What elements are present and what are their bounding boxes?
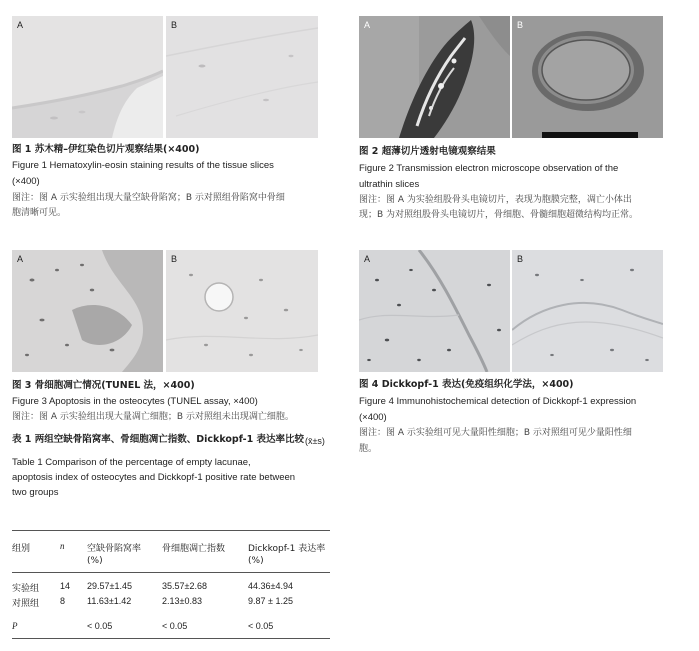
figure3-caption-cn: 图 3 骨细胞凋亡情况(TUNEL 法，×400): [12, 380, 195, 391]
table1-p-dkk: < 0.05: [248, 621, 274, 631]
table1-row1-empty: 29.57±1.45: [87, 581, 132, 591]
figure1-panel-b-image: [166, 16, 318, 138]
figure2-panel-a: [359, 16, 510, 138]
figure3-note: 图注：图 A 示实验组出现大量凋亡细胞；B 示对照组未出现凋亡细胞。: [12, 412, 294, 422]
table1-header-dkk-1: Dickkopf-1 表达率: [248, 544, 326, 554]
table1-row2-dkk: 9.87 ± 1.25: [248, 596, 293, 606]
figure3-panel-a: [12, 250, 163, 372]
table1-header-group: 组别: [12, 544, 31, 554]
figure3-panel-a-image: [12, 250, 163, 372]
figure4-panel-a-label: A: [364, 254, 371, 264]
figure2-caption-cn: 图 2 超薄切片透射电镜观察结果: [359, 146, 496, 157]
table1-title-en-1: Table 1 Comparison of the percentage of empty lacunae,: [12, 457, 251, 468]
table1-row2-group: 对照组: [12, 599, 40, 609]
table1-header-apoptosis: 骨细胞凋亡指数: [162, 544, 226, 554]
table1-header-empty-1: 空缺骨陷窝率: [87, 544, 142, 554]
table1-row2-empty: 11.63±1.42: [87, 596, 132, 606]
figure1-caption-cn: 图 1 苏木精–伊红染色切片观察结果(×400): [12, 144, 200, 155]
figure1-panel-b: [166, 16, 318, 138]
figure1-caption-en-1: Figure 1 Hematoxylin-eosin staining results of the tissue slices: [12, 160, 274, 171]
figure1-caption-en-2: (×400): [12, 176, 40, 187]
figure3-panel-b: [166, 250, 318, 372]
figure1-panel-a-image: [12, 16, 163, 138]
figure4-caption-en-1: Figure 4 Immunohistochemical detection of Dickkopf-1 expression: [359, 396, 637, 407]
table1-row2-n: 8: [60, 596, 66, 606]
figure4-panel-b-label: B: [517, 254, 524, 264]
table1-top-rule: [12, 530, 330, 531]
table1-header-n: n: [60, 541, 65, 551]
table1-p-empty: < 0.05: [87, 621, 113, 631]
figure2-note-2: 现；B 为对照组股骨头电镜切片，骨细胞、骨髓细胞超微结构均正常。: [359, 210, 639, 220]
figure3-panel-b-image: [166, 250, 318, 372]
table1-p-apoptosis: < 0.05: [162, 621, 188, 631]
figure4-panel-b-image: [512, 250, 663, 372]
table1-row1-apoptosis: 35.57±2.68: [162, 581, 207, 591]
figure4-note-1: 图注：图 A 示实验组可见大量阳性细胞；B 示对照组可见少量阳性细: [359, 428, 632, 438]
figure1-note-2: 胞清晰可见。: [12, 208, 67, 218]
figure1-panel-a-label: A: [17, 20, 24, 30]
table1-title-en-2: apoptosis index of osteocytes and Dickkopf-1 positive rate between: [12, 472, 296, 483]
figure2-panel-a-label: A: [364, 20, 371, 30]
table1-header-rule: [12, 572, 330, 573]
figure4-panel-a-image: [359, 250, 510, 372]
figure1-panel-b-label: B: [171, 20, 178, 30]
figure2-note-1: 图注：图 A 为实验组股骨头电镜切片，表现为胞膜完整，凋亡小体出: [359, 195, 632, 205]
table1-title-unit: (x̄±s): [305, 436, 325, 446]
table1-row1-dkk: 44.36±4.94: [248, 581, 293, 591]
figure2-caption-en-2: ultrathin slices: [359, 179, 420, 190]
figure2-panel-a-image: [359, 16, 510, 138]
table1-title-en-3: two groups: [12, 487, 59, 498]
figure2-panel-b-label: B: [517, 20, 524, 30]
figure4-caption-en-2: (×400): [359, 412, 387, 423]
table1-row2-apoptosis: 2.13±0.83: [162, 596, 202, 606]
table1-header-empty-2: (%): [87, 556, 103, 566]
table1-header-dkk-2: (%): [248, 556, 264, 566]
table1-bottom-rule: [12, 638, 330, 639]
table1-row1-n: 14: [60, 581, 71, 591]
figure4-caption-cn: 图 4 Dickkopf-1 表达(免疫组织化学法，×400): [359, 379, 574, 390]
figure2-panel-b: [512, 16, 663, 138]
figure2-caption-en-1: Figure 2 Transmission electron microscope observation of the: [359, 163, 619, 174]
figure4-note-2: 胞。: [359, 444, 378, 454]
figure1-panel-a: [12, 16, 163, 138]
figure2-panel-b-image: [512, 16, 663, 138]
figure4-panel-a: [359, 250, 510, 372]
figure1-note-1: 图注：图 A 示实验组出现大量空缺骨陷窝；B 示对照组骨陷窝中骨细: [12, 193, 285, 203]
table1-title-cn: 表 1 两组空缺骨陷窝率、骨细胞凋亡指数、Dickkopf-1 表达率比较: [12, 434, 305, 445]
figure3-panel-b-label: B: [171, 254, 178, 264]
figure4-panel-b: [512, 250, 663, 372]
figure3-panel-a-label: A: [17, 254, 24, 264]
figure3-caption-en: Figure 3 Apoptosis in the osteocytes (TUNEL assay, ×400): [12, 396, 258, 407]
table1-row1-group: 实验组: [12, 584, 40, 594]
table1-p-label: P: [12, 621, 18, 631]
